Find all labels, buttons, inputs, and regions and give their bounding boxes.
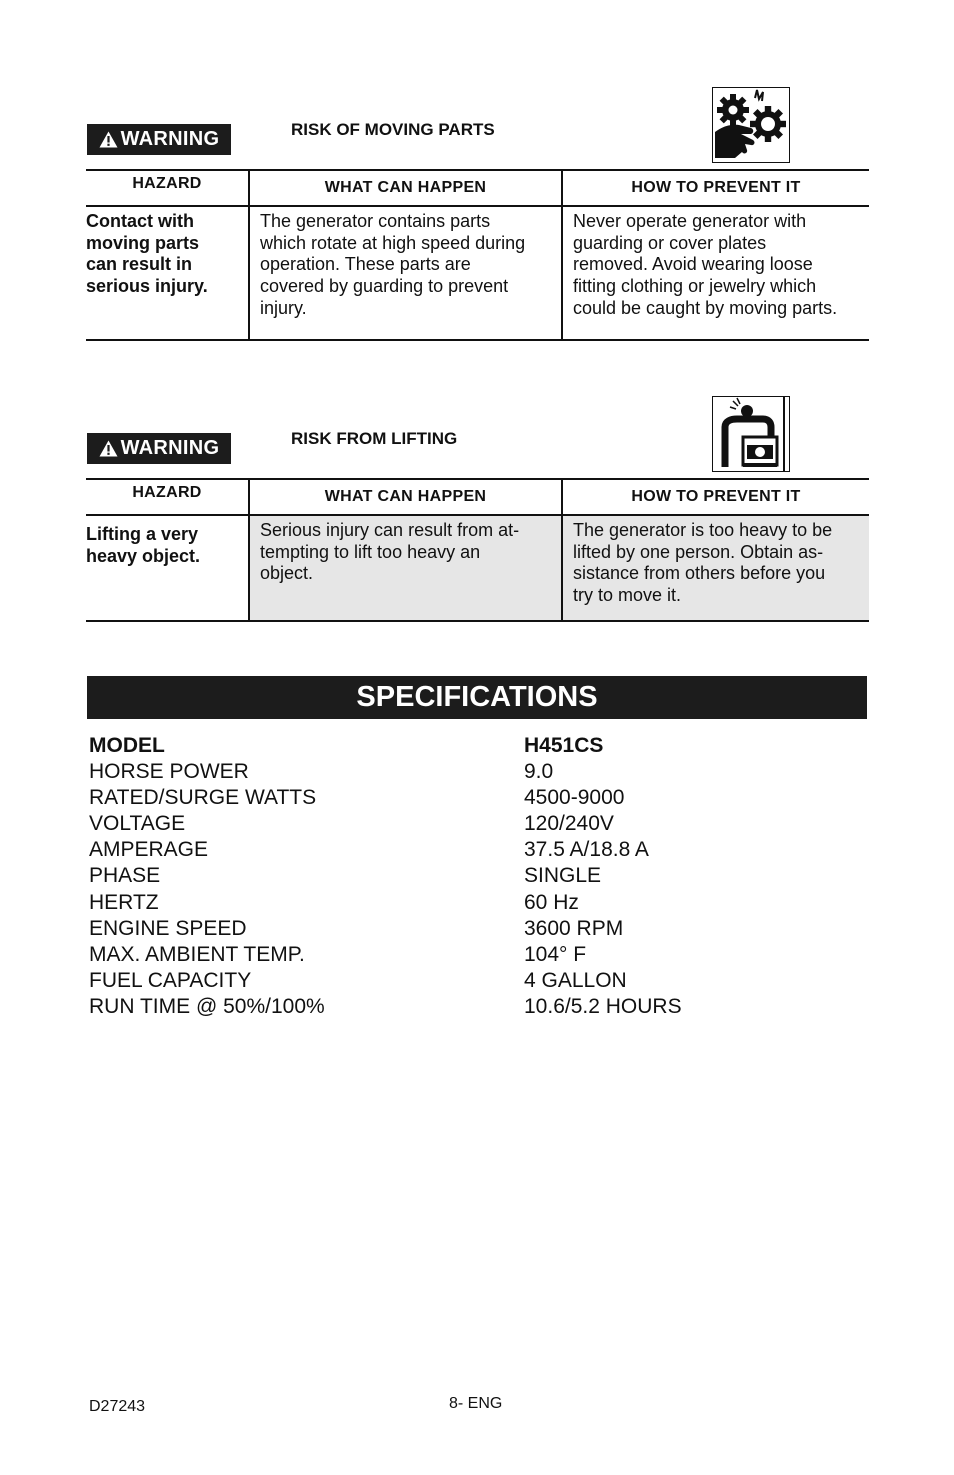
spec-label-model: MODEL — [89, 734, 165, 757]
text-line: The generator contains parts — [260, 211, 491, 231]
spec-values — [524, 733, 682, 1020]
hazard-line: serious injury. — [86, 276, 208, 297]
text-line: lifted by one person. Obtain as- — [573, 541, 824, 562]
text-line: guarding or cover plates — [573, 232, 767, 253]
spec-label: PHASE — [89, 864, 161, 888]
spec-label: HERTZ — [89, 890, 159, 914]
spec-label: RUN TIME @ 50%/100% — [89, 994, 325, 1018]
spec-label: RATED/SURGE WATTS — [89, 786, 317, 810]
hazard-cell — [86, 206, 249, 340]
moving-parts-icon — [712, 87, 790, 163]
how-to-prevent-cell — [562, 515, 869, 621]
text-line: operation. These parts are — [260, 254, 471, 275]
hazard-line: Contact with — [86, 211, 194, 231]
text-line: object. — [260, 563, 314, 584]
text-line: fitting clothing or jewelry which — [573, 276, 817, 297]
hazard-line: Lifting a very — [86, 524, 199, 544]
risk-title-moving-parts: RISK OF MOVING PARTS — [291, 120, 495, 139]
text-line: removed. Avoid wearing loose — [573, 254, 813, 275]
spec-value: 60 Hz — [524, 890, 579, 914]
hazard-cell — [86, 515, 249, 621]
text-line: sistance from others before you — [573, 563, 826, 584]
header-what-can-happen: WHAT CAN HAPPEN — [249, 170, 562, 206]
warning-triangle-icon — [99, 131, 118, 148]
spec-label: AMPERAGE — [89, 838, 209, 862]
header-what-can-happen: WHAT CAN HAPPEN — [249, 479, 562, 515]
hazard-table-lifting — [86, 478, 869, 622]
spec-value: 3600 RPM — [524, 916, 624, 940]
hazard-table-moving-parts — [86, 169, 869, 341]
text-line: Never operate generator with — [573, 211, 807, 231]
hazard-line: heavy object. — [86, 545, 201, 566]
spec-label: FUEL CAPACITY — [89, 968, 252, 992]
what-can-happen-cell — [249, 515, 562, 621]
warning-badge — [87, 124, 231, 155]
spec-value: 4500-9000 — [524, 786, 625, 810]
spec-value: 120/240V — [524, 812, 614, 836]
risk-title-lifting: RISK FROM LIFTING — [291, 429, 458, 448]
spec-label: VOLTAGE — [89, 812, 186, 836]
lifting-hazard-icon — [712, 396, 790, 472]
page-number: 8- ENG — [449, 1395, 503, 1412]
header-how-to-prevent: HOW TO PREVENT IT — [562, 170, 869, 206]
text-line: injury. — [260, 297, 307, 318]
header-hazard: HAZARD — [86, 479, 249, 515]
spec-value: 37.5 A/18.8 A — [524, 838, 649, 862]
hazard-line: can result in — [86, 254, 193, 275]
header-how-to-prevent: HOW TO PREVENT IT — [562, 479, 869, 515]
warning-badge — [87, 433, 231, 464]
how-to-prevent-cell — [562, 206, 869, 340]
what-can-happen-cell — [249, 206, 562, 340]
specifications-header: SPECIFICATIONS — [87, 676, 867, 719]
spec-label: MAX. AMBIENT TEMP. — [89, 942, 305, 966]
warning-triangle-icon — [99, 440, 118, 457]
spec-value-model: H451CS — [524, 734, 604, 757]
spec-value: 104° F — [524, 942, 587, 966]
text-line: which rotate at high speed during — [260, 232, 526, 253]
text-line: Serious injury can result from at- — [260, 520, 520, 540]
warning-label: WARNING — [120, 128, 220, 150]
text-line: could be caught by moving parts. — [573, 297, 838, 318]
spec-label: HORSE POWER — [89, 760, 249, 784]
text-line: try to move it. — [573, 585, 682, 606]
hazard-line: moving parts — [86, 232, 200, 253]
spec-value: SINGLE — [524, 864, 602, 888]
warning-label: WARNING — [120, 437, 220, 459]
spec-value: 10.6/5.2 HOURS — [524, 994, 682, 1018]
header-hazard: HAZARD — [86, 170, 249, 206]
text-line: covered by guarding to prevent — [260, 276, 509, 297]
spec-value: 9.0 — [524, 760, 554, 784]
text-line: The generator is too heavy to be — [573, 520, 833, 540]
text-line: tempting to lift too heavy an — [260, 541, 481, 562]
spec-labels — [89, 733, 325, 1020]
spec-value: 4 GALLON — [524, 968, 627, 992]
doc-number: D27243 — [89, 1398, 146, 1415]
spec-label: ENGINE SPEED — [89, 916, 247, 940]
